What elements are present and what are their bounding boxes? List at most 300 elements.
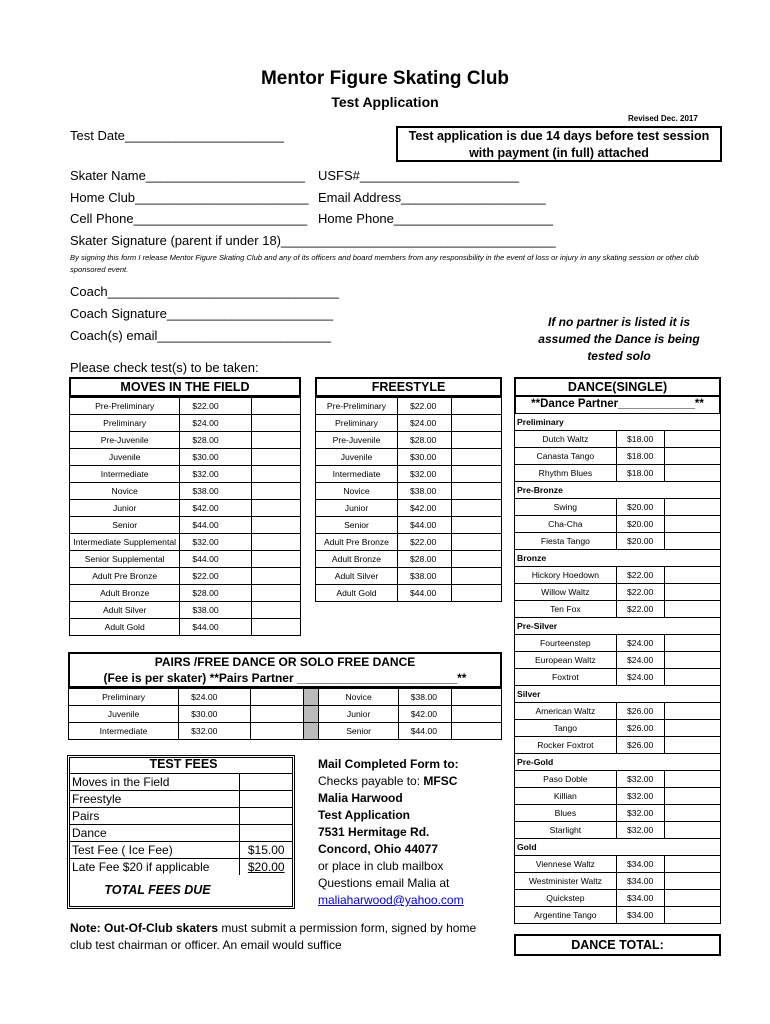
dance-checkbox[interactable]	[664, 601, 720, 618]
dance-row	[515, 465, 721, 482]
dance-fee: $34.00	[616, 907, 664, 924]
freestyle-fee: $44.00	[397, 585, 451, 602]
total-fees-label: TOTAL FEES DUE	[104, 883, 211, 897]
dance-row	[515, 907, 721, 924]
dance-section-label: Bronze	[515, 550, 721, 567]
mif-row	[70, 398, 301, 415]
dance-section-label: Silver	[515, 686, 721, 703]
pairs-checkbox[interactable]	[452, 689, 502, 706]
mail-dept: Test Application	[318, 808, 411, 822]
pairs-fee: $38.00	[398, 689, 452, 706]
dance-checkbox[interactable]	[664, 567, 720, 584]
dance-partner-line[interactable]: **Dance Partner____________**	[514, 396, 721, 413]
freestyle-checkbox[interactable]	[451, 449, 501, 466]
note-bold: : Out-Of-Club skaters	[96, 921, 219, 935]
pairs-test-name: Preliminary	[69, 689, 179, 706]
freestyle-checkbox[interactable]	[451, 568, 501, 585]
pairs-divider	[303, 723, 319, 740]
dance-row	[515, 890, 721, 907]
dance-checkbox[interactable]	[664, 584, 720, 601]
mif-checkbox[interactable]	[251, 568, 300, 585]
dance-fee: $18.00	[616, 448, 664, 465]
dance-fee: $26.00	[616, 737, 664, 754]
freestyle-test-name: Adult Bronze	[316, 551, 398, 568]
mif-row	[70, 432, 301, 449]
freestyle-row	[316, 449, 502, 466]
release-statement: By signing this form I release Mentor Figure Skating Club and any of its officers and board members from any responsibility in the event of loss or injury in any skating session or other club sponsored event.	[70, 253, 699, 274]
mail-instructions	[318, 756, 464, 909]
cell-phone-field[interactable]: Cell Phone________________________	[70, 211, 308, 226]
mail-city: Concord, Ohio 44077	[318, 842, 439, 856]
mif-row	[70, 602, 301, 619]
pairs-fee: $24.00	[179, 689, 250, 706]
dance-section-label: Pre-Silver	[515, 618, 721, 635]
dance-section-row	[515, 482, 721, 499]
dance-fee: $34.00	[616, 856, 664, 873]
test-fees-table	[70, 773, 292, 875]
mif-fee: $38.00	[180, 602, 251, 619]
dance-fee: $24.00	[616, 669, 664, 686]
dance-row	[515, 584, 721, 601]
dance-row	[515, 771, 721, 788]
mif-checkbox[interactable]	[251, 500, 300, 517]
dance-name: Quickstep	[515, 890, 617, 907]
coach-email-field[interactable]: Coach(s) email________________________	[70, 328, 331, 343]
mif-fee: $22.00	[180, 568, 251, 585]
dance-fee: $34.00	[616, 890, 664, 907]
dance-section-row	[515, 414, 721, 431]
deadline-notice	[396, 126, 722, 162]
dance-table	[514, 413, 721, 924]
dance-fee: $32.00	[616, 788, 664, 805]
dance-section-label: Pre-Bronze	[515, 482, 721, 499]
dance-name: Willow Waltz	[515, 584, 617, 601]
dance-checkbox[interactable]	[664, 635, 720, 652]
pairs-checkbox[interactable]	[250, 723, 303, 740]
dance-checkbox[interactable]	[664, 907, 720, 924]
mail-name: Malia Harwood	[318, 791, 403, 805]
mif-test-name: Adult Bronze	[70, 585, 180, 602]
freestyle-fee: $38.00	[397, 483, 451, 500]
pairs-test-name: Intermediate	[69, 723, 179, 740]
dance-name: Killian	[515, 788, 617, 805]
checks-payable-label: Checks payable to:	[318, 774, 424, 788]
dance-checkbox[interactable]	[664, 890, 720, 907]
freestyle-fee: $28.00	[397, 432, 451, 449]
dance-checkbox[interactable]	[664, 465, 720, 482]
mif-checkbox[interactable]	[251, 483, 300, 500]
freestyle-checkbox[interactable]	[451, 415, 501, 432]
mif-row	[70, 466, 301, 483]
freestyle-row	[316, 585, 502, 602]
mailbox-note: or place in club mailbox	[318, 859, 444, 873]
mif-row	[70, 534, 301, 551]
mif-test-name: Pre-Juvenile	[70, 432, 180, 449]
fee-row	[70, 774, 292, 791]
pairs-row	[69, 706, 502, 723]
mif-row	[70, 568, 301, 585]
dance-row	[515, 703, 721, 720]
dance-section-row	[515, 618, 721, 635]
fee-amount[interactable]: $15.00	[240, 842, 292, 859]
freestyle-fee: $28.00	[397, 551, 451, 568]
dance-fee: $20.00	[616, 499, 664, 516]
pairs-checkbox[interactable]	[250, 689, 303, 706]
dance-name: American Waltz	[515, 703, 617, 720]
dance-checkbox[interactable]	[664, 856, 720, 873]
dance-fee: $26.00	[616, 703, 664, 720]
dance-row	[515, 737, 721, 754]
mif-checkbox[interactable]	[251, 432, 300, 449]
dance-name: Argentine Tango	[515, 907, 617, 924]
freestyle-checkbox[interactable]	[451, 517, 501, 534]
dance-name: Tango	[515, 720, 617, 737]
pairs-test-name: Senior	[319, 723, 398, 740]
freestyle-checkbox[interactable]	[451, 432, 501, 449]
freestyle-row	[316, 517, 502, 534]
freestyle-row	[316, 568, 502, 585]
freestyle-row	[316, 500, 502, 517]
dance-name: Viennese Waltz	[515, 856, 617, 873]
dance-name: Canasta Tango	[515, 448, 617, 465]
note-text: must submit a permission form, signed by home club test chairman or officer. An email would suffice	[70, 921, 477, 952]
pairs-test-name: Juvenile	[69, 706, 179, 723]
freestyle-fee: $42.00	[397, 500, 451, 517]
dance-fee: $22.00	[616, 601, 664, 618]
mail-heading: Mail Completed Form to:	[318, 757, 459, 771]
mif-test-name: Senior Supplemental	[70, 551, 180, 568]
mif-checkbox[interactable]	[251, 551, 300, 568]
mif-fee: $28.00	[180, 585, 251, 602]
pairs-fee: $42.00	[398, 706, 452, 723]
freestyle-fee: $30.00	[397, 449, 451, 466]
dance-checkbox[interactable]	[664, 499, 720, 516]
dance-section-row	[515, 754, 721, 771]
mif-row	[70, 500, 301, 517]
mif-test-name: Adult Silver	[70, 602, 180, 619]
mif-checkbox[interactable]	[251, 517, 300, 534]
dance-row	[515, 720, 721, 737]
check-tests-label: Please check test(s) to be taken:	[70, 360, 259, 375]
dance-checkbox[interactable]	[664, 431, 720, 448]
fee-amount[interactable]	[240, 791, 292, 808]
freestyle-checkbox[interactable]	[451, 585, 501, 602]
fee-amount[interactable]	[240, 774, 292, 791]
mif-checkbox[interactable]	[251, 619, 300, 636]
pairs-heading-title: PAIRS /FREE DANCE OR SOLO FREE DANCE	[154, 655, 416, 669]
mif-fee: $38.00	[180, 483, 251, 500]
dance-fee: $34.00	[616, 873, 664, 890]
checks-payable	[318, 773, 464, 790]
freestyle-test-name: Junior	[316, 500, 398, 517]
dance-row	[515, 873, 721, 890]
dance-fee: $32.00	[616, 805, 664, 822]
mif-fee: $24.00	[180, 415, 251, 432]
dance-name: Foxtrot	[515, 669, 617, 686]
mif-fee: $44.00	[180, 551, 251, 568]
freestyle-checkbox[interactable]	[451, 466, 501, 483]
dance-row	[515, 652, 721, 669]
mif-row	[70, 415, 301, 432]
dance-fee: $24.00	[616, 635, 664, 652]
dance-name: Paso Doble	[515, 771, 617, 788]
contact-email-link[interactable]: maliaharwood@yahoo.com	[318, 893, 464, 907]
freestyle-test-name: Pre-Preliminary	[316, 398, 398, 415]
pairs-row	[69, 723, 502, 740]
freestyle-row	[316, 534, 502, 551]
page-title: Mentor Figure Skating Club	[260, 68, 510, 89]
dance-row	[515, 635, 721, 652]
dance-fee: $24.00	[616, 652, 664, 669]
dance-row	[515, 856, 721, 873]
dance-row	[515, 533, 721, 550]
home-phone-field[interactable]: Home Phone______________________	[318, 211, 553, 226]
dance-name: European Waltz	[515, 652, 617, 669]
pairs-fee: $32.00	[179, 723, 250, 740]
dance-heading: DANCE(SINGLE)	[514, 377, 721, 397]
freestyle-fee: $22.00	[397, 534, 451, 551]
pairs-divider	[303, 689, 319, 706]
pairs-fee: $44.00	[398, 723, 452, 740]
freestyle-test-name: Juvenile	[316, 449, 398, 466]
freestyle-test-name: Pre-Juvenile	[316, 432, 398, 449]
dance-checkbox[interactable]	[664, 448, 720, 465]
fee-amount[interactable]	[240, 808, 292, 825]
pairs-checkbox[interactable]	[452, 706, 502, 723]
home-club-field[interactable]: Home Club________________________	[70, 190, 309, 205]
dance-name: Westminister Waltz	[515, 873, 617, 890]
mif-test-name: Preliminary	[70, 415, 180, 432]
dance-name: Rhythm Blues	[515, 465, 617, 482]
dance-section-label: Gold	[515, 839, 721, 856]
freestyle-row	[316, 483, 502, 500]
mail-street: 7531 Hermitage Rd.	[318, 825, 430, 839]
dance-name: Hickory Hoedown	[515, 567, 617, 584]
pairs-divider	[303, 706, 319, 723]
notice-line-2: with payment (in full) attached	[469, 146, 649, 160]
dance-row	[515, 431, 721, 448]
mif-checkbox[interactable]	[251, 415, 300, 432]
mif-fee: $30.00	[180, 449, 251, 466]
mif-test-name: Junior	[70, 500, 180, 517]
dance-name: Blues	[515, 805, 617, 822]
pairs-checkbox[interactable]	[250, 706, 303, 723]
dance-name: Ten Fox	[515, 601, 617, 618]
fee-label: Test Fee ( Ice Fee)	[70, 842, 240, 859]
dance-checkbox[interactable]	[664, 873, 720, 890]
mif-fee: $28.00	[180, 432, 251, 449]
dance-fee: $18.00	[616, 465, 664, 482]
mif-fee: $22.00	[180, 398, 251, 415]
dance-section-row	[515, 550, 721, 567]
partner-note: If no partner is listed it is assumed the Dance is being tested solo	[538, 315, 700, 363]
mif-test-name: Pre-Preliminary	[70, 398, 180, 415]
mif-row	[70, 449, 301, 466]
pairs-fee: $30.00	[179, 706, 250, 723]
mif-row	[70, 551, 301, 568]
dance-row	[515, 448, 721, 465]
out-of-club-note	[70, 920, 490, 954]
dance-name: Fourteenstep	[515, 635, 617, 652]
notice-line-1: Test application is due 14 days before test session	[408, 129, 710, 143]
dance-fee: $20.00	[616, 533, 664, 550]
mif-fee: $32.00	[180, 466, 251, 483]
mif-fee: $44.00	[180, 517, 251, 534]
dance-checkbox[interactable]	[664, 652, 720, 669]
fee-row	[70, 859, 292, 876]
freestyle-row	[316, 432, 502, 449]
dance-row	[515, 788, 721, 805]
dance-checkbox[interactable]	[664, 720, 720, 737]
mif-checkbox[interactable]	[251, 398, 300, 415]
dance-row	[515, 601, 721, 618]
dance-name: Starlight	[515, 822, 617, 839]
freestyle-fee: $44.00	[397, 517, 451, 534]
fee-amount[interactable]	[240, 825, 292, 842]
pairs-partner-line[interactable]: (Fee is per skater) **Pairs Partner ________________________**	[103, 671, 467, 685]
freestyle-fee: $32.00	[397, 466, 451, 483]
skater-name-field[interactable]: Skater Name______________________	[70, 168, 305, 183]
freestyle-test-name: Senior	[316, 517, 398, 534]
dance-row	[515, 822, 721, 839]
questions-note: Questions email Malia at	[318, 876, 450, 890]
freestyle-row	[316, 551, 502, 568]
freestyle-test-name: Novice	[316, 483, 398, 500]
test-date-field[interactable]: Test Date______________________	[70, 128, 284, 143]
fee-row	[70, 808, 292, 825]
dance-checkbox[interactable]	[664, 822, 720, 839]
mif-checkbox[interactable]	[251, 585, 300, 602]
dance-checkbox[interactable]	[664, 771, 720, 788]
dance-section-label: Preliminary	[515, 414, 721, 431]
dance-checkbox[interactable]	[664, 737, 720, 754]
fee-row	[70, 791, 292, 808]
dance-name: Swing	[515, 499, 617, 516]
page-subtitle: Test Application	[331, 94, 439, 110]
dance-name: Rocker Foxtrot	[515, 737, 617, 754]
fee-row	[70, 825, 292, 842]
note-prefix: Note	[70, 921, 97, 935]
dance-fee: $20.00	[616, 516, 664, 533]
mif-fee: $44.00	[180, 619, 251, 636]
dance-section-row	[515, 686, 721, 703]
dance-checkbox[interactable]	[664, 703, 720, 720]
freestyle-fee: $22.00	[397, 398, 451, 415]
freestyle-test-name: Adult Silver	[316, 568, 398, 585]
dance-row	[515, 516, 721, 533]
freestyle-fee: $38.00	[397, 568, 451, 585]
mif-row	[70, 517, 301, 534]
dance-row	[515, 669, 721, 686]
fee-label: Dance	[70, 825, 240, 842]
mif-heading: MOVES IN THE FIELD	[69, 377, 301, 397]
dance-name: Fiesta Tango	[515, 533, 617, 550]
mif-test-name: Intermediate	[70, 466, 180, 483]
mif-test-name: Novice	[70, 483, 180, 500]
dance-fee: $32.00	[616, 771, 664, 788]
fee-label: Freestyle	[70, 791, 240, 808]
freestyle-row	[316, 466, 502, 483]
fee-label: Pairs	[70, 808, 240, 825]
mif-checkbox[interactable]	[251, 602, 300, 619]
mif-checkbox[interactable]	[251, 466, 300, 483]
test-fees-heading: TEST FEES	[149, 757, 218, 771]
dance-section-row	[515, 839, 721, 856]
mif-fee: $32.00	[180, 534, 251, 551]
mif-test-name: Adult Pre Bronze	[70, 568, 180, 585]
pairs-table	[68, 688, 502, 740]
dance-fee: $32.00	[616, 822, 664, 839]
freestyle-test-name: Adult Gold	[316, 585, 398, 602]
dance-checkbox[interactable]	[664, 805, 720, 822]
usfs-field[interactable]: USFS#______________________	[318, 168, 519, 183]
mif-table	[69, 397, 301, 636]
freestyle-checkbox[interactable]	[451, 551, 501, 568]
freestyle-table	[315, 397, 502, 602]
freestyle-row	[316, 415, 502, 432]
mif-test-name: Adult Gold	[70, 619, 180, 636]
dance-fee: $22.00	[616, 567, 664, 584]
dance-row	[515, 805, 721, 822]
dance-section-label: Pre-Gold	[515, 754, 721, 771]
freestyle-test-name: Adult Pre Bronze	[316, 534, 398, 551]
coach-field[interactable]: Coach________________________________	[70, 284, 339, 299]
dance-checkbox[interactable]	[664, 669, 720, 686]
pairs-test-name: Junior	[319, 706, 398, 723]
freestyle-test-name: Intermediate	[316, 466, 398, 483]
fee-label: Late Fee $20 if applicable	[70, 859, 240, 876]
dance-total: DANCE TOTAL:	[514, 934, 721, 956]
dance-name: Cha-Cha	[515, 516, 617, 533]
coach-signature-field[interactable]: Coach Signature_______________________	[70, 306, 334, 321]
mif-row	[70, 483, 301, 500]
mif-row	[70, 619, 301, 636]
mif-row	[70, 585, 301, 602]
email-address-field[interactable]: Email Address____________________	[318, 190, 546, 205]
dance-fee: $18.00	[616, 431, 664, 448]
fee-amount[interactable]: $20.00	[240, 859, 292, 876]
pairs-test-name: Novice	[319, 689, 398, 706]
freestyle-test-name: Preliminary	[316, 415, 398, 432]
freestyle-checkbox[interactable]	[451, 500, 501, 517]
fee-label: Moves in the Field	[70, 774, 240, 791]
dance-fee: $22.00	[616, 584, 664, 601]
freestyle-heading: FREESTYLE	[315, 377, 502, 397]
freestyle-checkbox[interactable]	[451, 398, 501, 415]
mif-test-name: Juvenile	[70, 449, 180, 466]
dance-checkbox[interactable]	[664, 533, 720, 550]
freestyle-checkbox[interactable]	[451, 483, 501, 500]
dance-row	[515, 567, 721, 584]
fee-row	[70, 842, 292, 859]
pairs-checkbox[interactable]	[452, 723, 502, 740]
checks-payable-name: MFSC	[423, 774, 458, 788]
dance-row	[515, 499, 721, 516]
dance-checkbox[interactable]	[664, 788, 720, 805]
freestyle-row	[316, 398, 502, 415]
freestyle-fee: $24.00	[397, 415, 451, 432]
skater-signature-field[interactable]: Skater Signature (parent if under 18)______________________________________	[70, 233, 556, 248]
mif-checkbox[interactable]	[251, 449, 300, 466]
mif-test-name: Senior	[70, 517, 180, 534]
dance-fee: $26.00	[616, 720, 664, 737]
mif-test-name: Intermediate Supplemental	[70, 534, 180, 551]
dance-checkbox[interactable]	[664, 516, 720, 533]
revised-date: Revised Dec. 2017	[628, 114, 698, 123]
dance-name: Dutch Waltz	[515, 431, 617, 448]
mif-checkbox[interactable]	[251, 534, 300, 551]
freestyle-checkbox[interactable]	[451, 534, 501, 551]
